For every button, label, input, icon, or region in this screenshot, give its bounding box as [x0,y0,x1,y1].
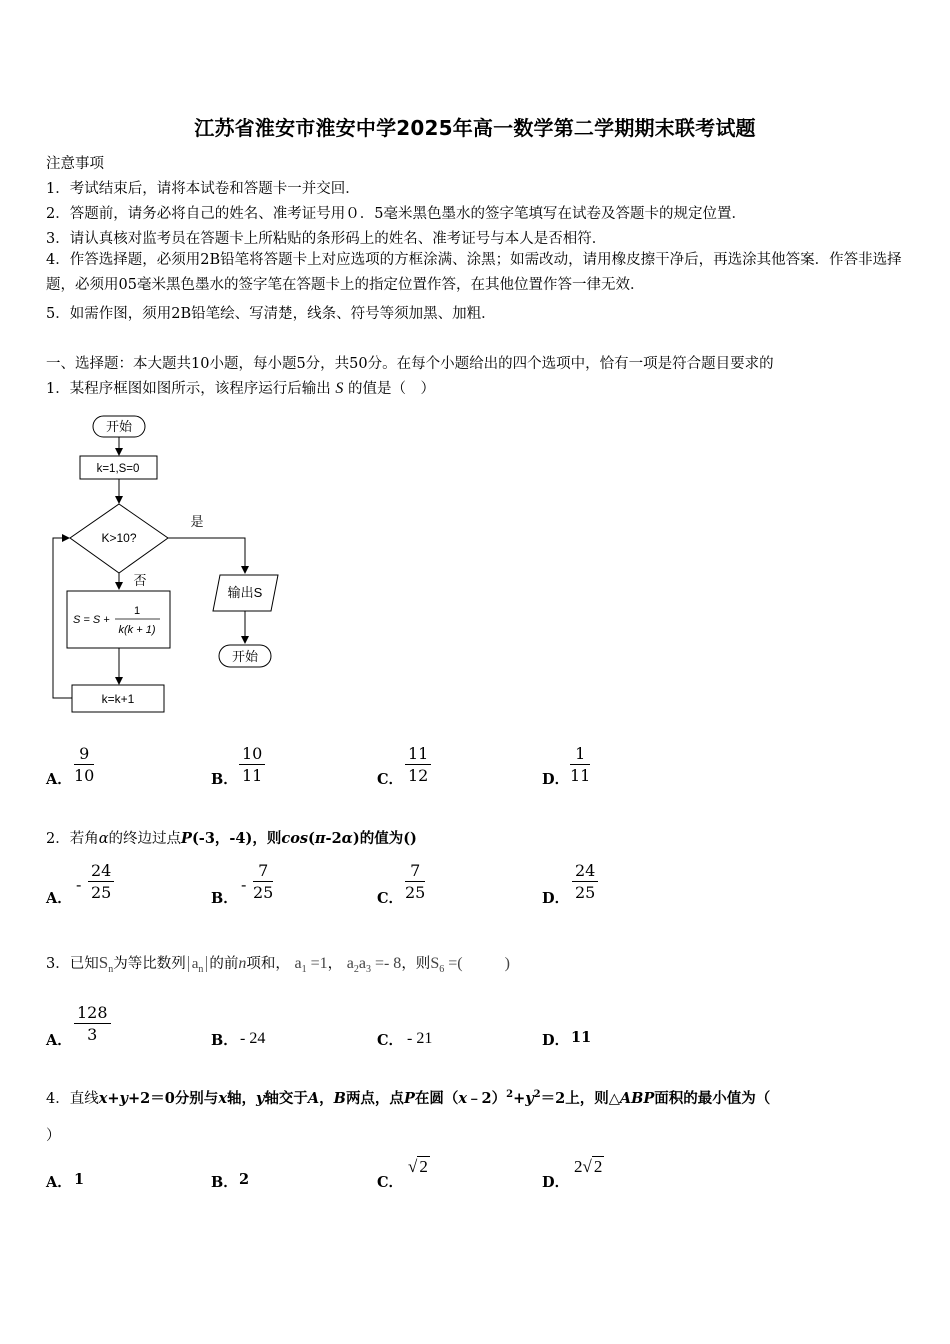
q4-t10: ， [319,1090,334,1107]
q2-option-c-label[interactable]: C． [377,890,404,907]
q1-option-b-num: 10 [239,744,265,765]
q4-x3: x [458,1090,467,1107]
q3-s6-letter: S [430,955,440,972]
flow-incr-label: k=k+1 [101,692,135,706]
q3-a2-letter: a [346,955,354,972]
q3-a3-sub: 3 [365,964,371,976]
sqrt-icon: √ [582,1157,592,1176]
q2-option-b-sign: - [241,875,247,894]
flow-no-label: 否 [133,573,147,588]
q2-option-a-frac [88,861,114,904]
flow-yes-label: 是 [190,514,204,529]
q2-stem [46,827,417,848]
q4-t16: ﹣2） [467,1090,507,1107]
q3-n: n [238,955,247,972]
q4-sup1: 2 [506,1089,514,1101]
q3-option-a-label[interactable]: A． [46,1032,72,1049]
q2-option-a-den: 25 [91,883,112,902]
q4-option-d-label[interactable]: D． [542,1174,570,1191]
q4-option-c-rad: 2 [419,1157,428,1176]
q2-stem-t4: (-3，-4)，则 [191,830,282,847]
q3-an-sub: n [198,964,204,975]
flowchart [40,405,300,725]
q4-option-c-label[interactable]: C． [377,1174,404,1191]
q4-option-b-value: 2 [239,1171,250,1188]
q3-stem-p1: 3．已知 [46,956,99,972]
sqrt-icon: √ [408,1157,418,1176]
q4-plus2: + [513,1090,526,1107]
q2-stem-t10: )的值为() [352,830,417,847]
q4-option-d-value [574,1157,604,1177]
q1-stem-b: 的值是（ ） [347,381,435,397]
q2-stem-t6: ( [308,830,315,847]
q2-option-b-label[interactable]: B． [211,890,238,907]
q3-comma: ， [327,956,343,972]
q2-option-d-label[interactable]: D． [542,890,570,907]
q3-stem-p3: 的前 [209,956,239,972]
q4-plus1: + [107,1090,120,1107]
flow-decision-label: K>10? [101,531,137,545]
q4-a: A [307,1090,320,1107]
q1-var: S [335,380,344,397]
q4-option-a-value: 1 [74,1171,85,1188]
notice-heading: 注意事项 [46,156,104,172]
q2-stem-t2: 的终边过点 [108,831,182,847]
q2-option-c-den: 25 [405,883,426,902]
q3-stem-p5: ，则 [401,956,431,972]
q3-option-a-num: 128 [74,1003,111,1024]
q3-sn-sub: n [108,963,114,975]
q3-a1-eq: =1 [306,955,328,972]
q2-stem-alpha2: α [341,830,353,847]
q4-option-a-label[interactable]: A． [46,1174,72,1191]
q2-stem-p: P [181,830,192,847]
q3-s6 [430,955,463,976]
q1-option-d-frac [570,744,590,787]
q1-stem-a: 1．某程序框图如图所示，该程序运行后输出 [46,381,331,397]
q1-option-d-num: 1 [570,744,590,765]
q3-stem-p4: 项和， [246,956,290,972]
q1-option-c-frac [405,744,431,787]
section-heading: 一、选择题：本大题共10小题，每小题5分，共50分。在每个小题给出的四个选项中，恰有一项是符合题目要求的 [46,356,774,372]
notice-item-4: 4．作答选择题，必须用2B铅笔将答题卡上对应选项的方框涂满、涂黑；如需改动，请用橡皮擦干净后，再选涂其他答案．作答非选择题，必须用05毫米黑色墨水的签字笔在答题卡上的指定位置作答，在其他位置作答一律无效． [46,252,902,293]
q2-stem-pi: π [314,830,326,847]
q2-stem-cos: cos [281,830,309,847]
q2-option-d-den: 25 [575,883,596,902]
q2-option-c-num: 7 [405,861,425,882]
q3-a3-letter: a [358,955,366,972]
notice-item-2: 2．答题前，请务必将自己的姓名、准考证号用０．5毫米黑色墨水的签字笔填写在试卷及答题卡的规定位置． [46,206,746,222]
q3-option-a-den: 3 [87,1025,98,1044]
notice-item-3: 3．请认真核对监考员在答题卡上所粘贴的条形码上的姓名、准考证号与本人是否相符． [46,231,607,247]
q3-an [188,956,208,975]
q2-option-a-label[interactable]: A． [46,890,72,907]
q1-option-c-den: 12 [408,766,429,785]
q4-y1: y [119,1090,128,1107]
q1-option-c-num: 11 [405,744,431,765]
q4-t23: 面积的最小值为（ [654,1090,771,1107]
q4-y3: y [525,1090,534,1107]
q3-option-c-label[interactable]: C． [377,1032,404,1049]
q3-a23-eq: =- 8 [370,955,402,972]
q4-t12: 两点，点 [345,1090,404,1107]
q3-stem-p2: 为等比数列 [113,956,186,972]
q3-stem [46,949,510,984]
q1-option-a-frac [74,744,94,787]
q3-a1 [294,955,328,976]
q3-a1-letter: a [294,955,302,972]
q3-option-d-value: 11 [571,1029,592,1046]
q2-option-a-sign: - [76,875,82,894]
flow-output-label: 输出S [227,585,263,600]
q4-t14: 在圆（ [414,1090,459,1107]
q4-option-c-value [408,1157,430,1177]
q1-option-d-label[interactable]: D． [542,771,570,788]
q3-a2-sub: 2 [353,964,359,976]
q3-option-b-value: - 24 [240,1030,266,1047]
q4-abp: ABP [619,1090,655,1107]
q3-s6-sub: 6 [439,964,445,976]
flow-arrow-yes [168,538,245,573]
flow-assign-num: 1 [133,605,141,617]
q4-t4: +2＝0分别与 [127,1090,219,1107]
q3-option-a-frac [74,1003,111,1046]
q2-stem-t8: -2 [325,830,342,847]
q2-option-c-frac [405,861,425,904]
q3-a2a3 [346,955,402,976]
flow-assign-lhs: S = S + [73,614,110,626]
flow-init-label: k=1,S=0 [96,463,140,475]
q4-t0: 4．直线 [46,1091,99,1107]
q4-y2: y [255,1090,265,1107]
q2-option-b-frac [253,861,273,904]
q1-option-a-num: 9 [74,744,94,765]
notice-item-1: 1．考试结束后，请将本试卷和答题卡一并交回． [46,181,360,197]
q4-sup2: 2 [533,1089,541,1101]
q4-option-b-label[interactable]: B． [211,1174,238,1191]
q4-p: P [403,1090,415,1107]
q4-x1: x [98,1090,108,1107]
q2-stem-t0: 2．若角 [46,831,99,847]
q4-option-d-rad: 2 [593,1157,603,1176]
q3-a1-sub: 1 [301,964,307,976]
flow-assign-den: k(k + 1) [118,624,156,636]
q3-option-d-label[interactable]: D． [542,1032,570,1049]
q1-stem [46,377,435,398]
q2-option-b-num: 7 [253,861,273,882]
q4-x2: x [218,1090,227,1107]
q4-stem [46,1087,770,1108]
q1-option-b-label[interactable]: B． [211,771,238,788]
q3-sn: S [98,953,109,972]
q1-option-d-den: 11 [570,766,591,785]
q2-stem-alpha: α [98,831,109,847]
page-title: 江苏省淮安市淮安中学2025年高一数学第二学期期末联考试题 [194,116,756,140]
q4-stem-cont: ） [46,1128,61,1144]
q2-option-b-den: 25 [253,883,274,902]
q4-option-d-coef: 2 [574,1157,583,1176]
q3-an-letter: a [191,956,199,972]
q3-s6-eq: =( [444,955,463,972]
q4-t6: 轴， [226,1090,256,1107]
q3-option-c-value: - 21 [407,1030,433,1047]
q3-option-b-label[interactable]: B． [211,1032,238,1049]
q4-t8: 轴交于 [264,1090,308,1107]
q1-option-a-den: 10 [74,766,95,785]
q3-close: ) [504,955,510,972]
flow-end-label: 开始 [231,649,259,664]
q4-t21: ＝2上，则△ [540,1090,620,1107]
q2-option-a-num: 24 [88,861,114,882]
q2-option-d-frac [572,861,598,904]
q1-option-b-den: 11 [242,766,263,785]
q1-option-c-label[interactable]: C． [377,771,404,788]
flow-start-label: 开始 [105,419,133,434]
q1-option-b-frac [239,744,265,787]
notice-item-5: 5．如需作图，须用2B铅笔绘、写清楚，线条、符号等须加黑、加粗． [46,306,496,322]
q1-option-a-label[interactable]: A． [46,771,72,788]
q4-b: B [333,1090,346,1107]
q2-option-d-num: 24 [572,861,598,882]
